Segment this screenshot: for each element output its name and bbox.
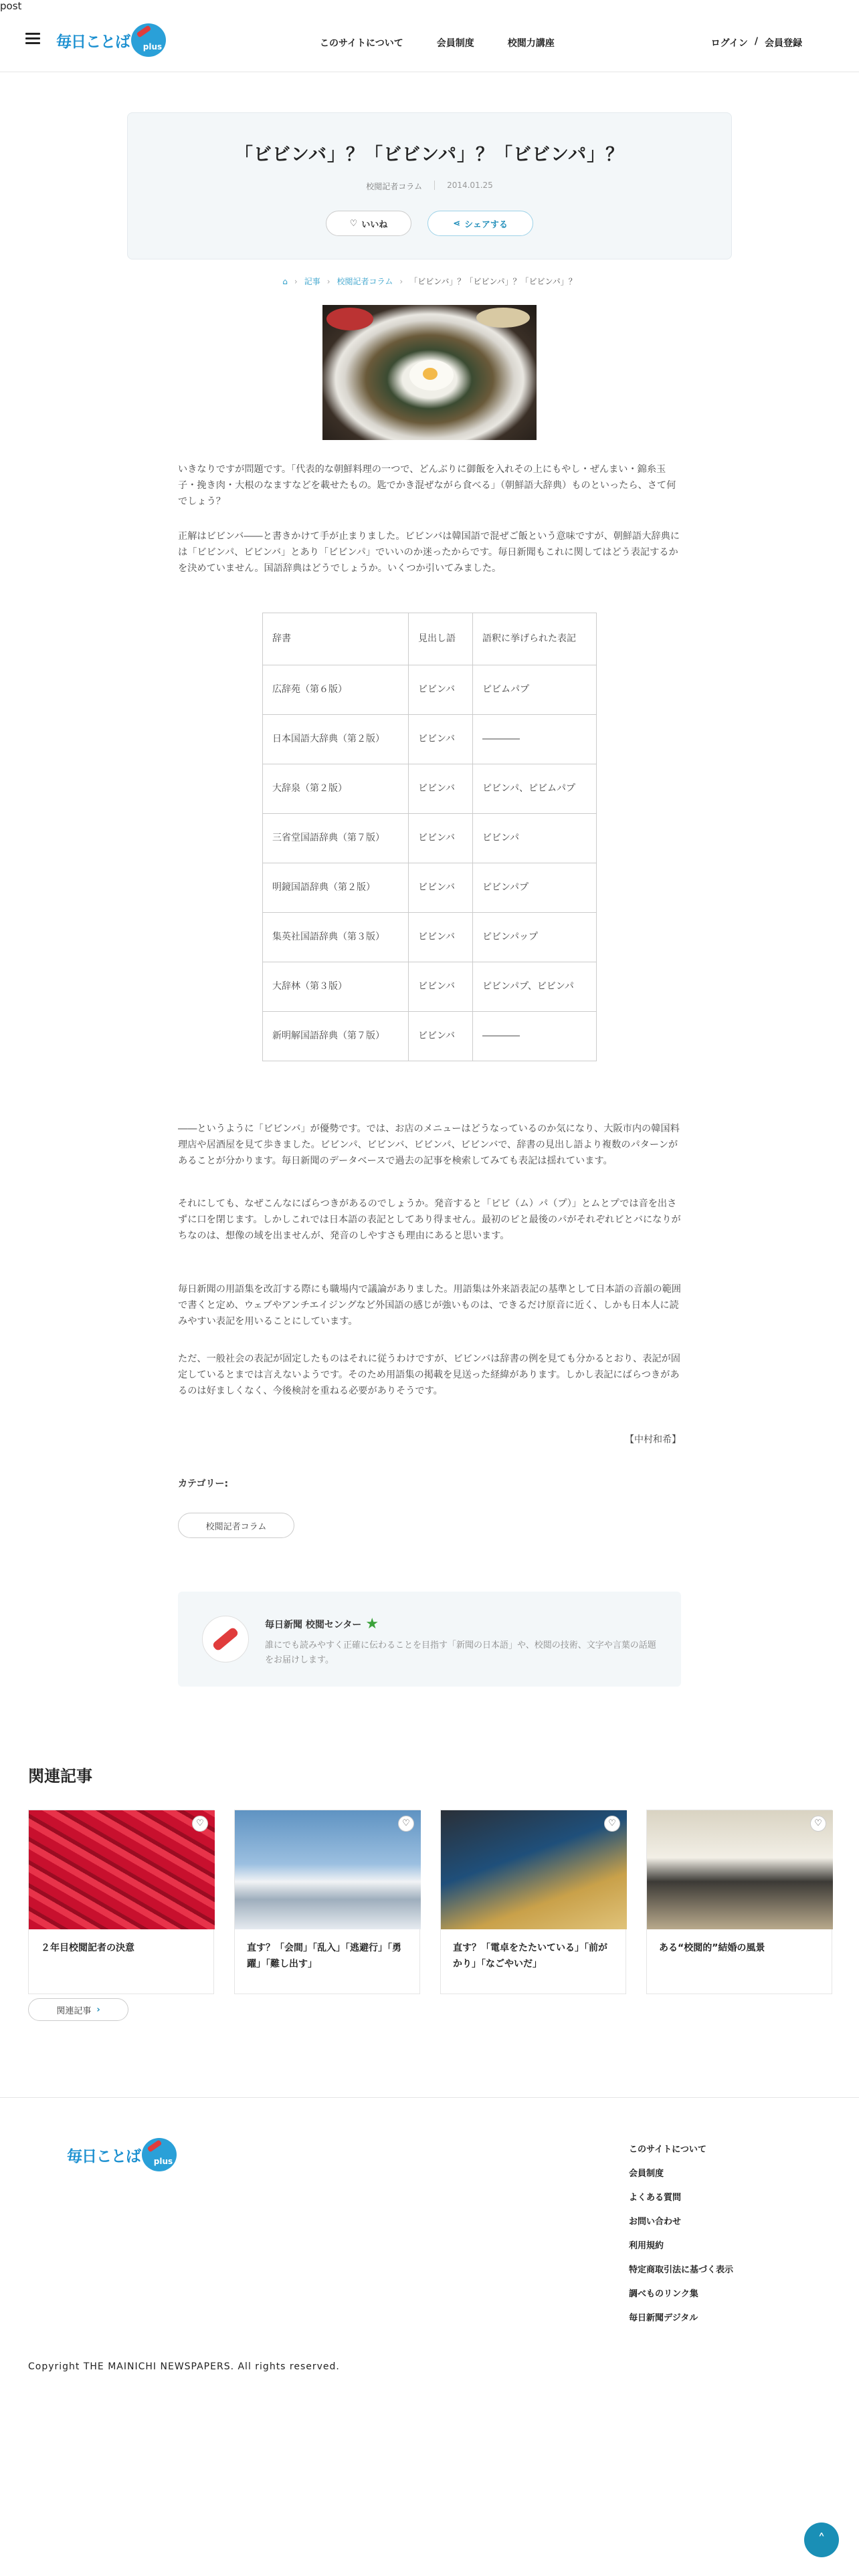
table-cell: ピビンパプ、ビビンパ — [473, 962, 597, 1012]
card-title: ある“校閲的”結婚の風景 — [659, 1943, 765, 1953]
paragraph: ――というように「ビビンバ」が優勢です。では、お店のメニューはどうなっているのか気になり、大阪市内の韓国料理店や居酒屋を見て歩きました。ビビンパ、ビビンバ、ビビンパ、ビビンバで、辞書の見出し語より複数のパターンがあることが分かります。毎日新聞のデータベースで過去の記事を検索してみても表記は揺れています。 — [178, 1123, 680, 1166]
table-row — [263, 715, 597, 764]
table-cell: ―――― — [473, 1012, 597, 1061]
nav-about[interactable]: このサイトについて — [320, 38, 403, 49]
article-meta — [128, 181, 731, 192]
table-row — [263, 814, 597, 863]
breadcrumb-chevron: › — [399, 276, 403, 286]
logo-badge: plus — [142, 2138, 177, 2171]
paragraph: 正解はビビンバ――と書きかけて手が止まりました。ビビンバは韓国語で混ぜご飯という意味ですが、朝鮮語大辞典には「ビビンパ、ビビンバ」とあり「ビビンパ」でいいのか迷ったからです。毎日新聞もこれに関してはどう表記するかを決めていません。国語辞典はどうでしょうか。いくつか引いてみました。 — [178, 531, 680, 574]
author-name[interactable]: 毎日新聞 校閲センター ★ — [265, 1616, 379, 1632]
register-link[interactable]: 会員登録 — [765, 38, 802, 49]
breadcrumb — [0, 276, 859, 287]
footer-link[interactable]: このサイトについて — [629, 2145, 706, 2155]
article-author: 【中村和希】 — [625, 1434, 681, 1445]
nav-membership[interactable]: 会員制度 — [436, 38, 474, 49]
logo-badge: plus — [131, 23, 166, 57]
meta-divider — [434, 181, 435, 190]
related-card[interactable] — [28, 1810, 214, 1994]
card-title: 直す？「電卓をたたいている」「前がかり」「なごやいだ」 — [453, 1943, 607, 1969]
table-cell: ビビンバ — [409, 1012, 473, 1061]
chevron-right-icon: › — [96, 2004, 100, 2015]
card-image — [441, 1810, 627, 1929]
paragraph: いきなりですが問題です。「代表的な朝鮮料理の一つで、どんぶりに御飯を入れその上にもやし・ぜんまい・錦糸玉子・挽き肉・大根のなますなどを載せたもの。匙でかき混ぜながら食べる」（朝鮮語大辞典）ものといったら、さて何でしょう？ — [178, 464, 676, 507]
share-label: シェアする — [464, 219, 508, 230]
paragraph: ただ、一般社会の表記が固定したものはそれに従うわけですが、ビビンバは辞書の例を見ても分かるとおり、表記が固定しているとまでは言えないようです。そのため用語集の掲載を見送った経緯があります。しかし表記にばらつきがあるのは好ましくなく、今後検討を重ねる必要がありそうです。 — [178, 1354, 680, 1396]
article-category[interactable]: 校閲記者コラム — [366, 182, 423, 191]
author-description: 誰にでも読みやすく正確に伝わることを目指す「新聞の日本語」や、校閲の技術、文字や言葉の話題をお届けします。 — [265, 1640, 656, 1665]
footer-link[interactable]: 毎日新聞デジタル — [629, 2313, 698, 2323]
footer-link[interactable]: 会員制度 — [629, 2169, 664, 2179]
footer-link[interactable]: 特定商取引法に基づく表示 — [629, 2265, 734, 2275]
breadcrumb-articles[interactable]: 記事 — [304, 277, 320, 286]
table-cell: ビビンバ — [409, 913, 473, 962]
table-cell: ビビンバ — [409, 715, 473, 764]
breadcrumb-chevron: › — [294, 276, 298, 286]
table-row — [263, 1012, 597, 1061]
table-cell: ピビムパプ — [473, 665, 597, 715]
paragraph: それにしても、なぜこんなにばらつきがあるのでしょうか。発音すると「ピビ（ム）パ（プ）」とムとプでは音を出さずに口を閉じます。しかしこれでは日本語の表記としてあり得ません。最初のピと最後のパがそれぞれビとバになりがちなのは、想像の域を出ませんが、発音のしやすさも理由にあると思います。 — [178, 1198, 681, 1241]
paragraph: 毎日新聞の用語集を改訂する際にも職場内で議論がありました。用語集は外来語表記の基準として日本語の音韻の範囲で書くと定め、ウェブやアンチエイジングなど外国語の感じが強いものは、できるだけ原音に近く、しかも日本人に読みやすい表記を用いることにしています。 — [178, 1284, 681, 1327]
table-cell: ピビンパップ — [473, 913, 597, 962]
table-row — [263, 962, 597, 1012]
footer-link[interactable]: 利用規約 — [629, 2241, 664, 2251]
site-header — [0, 15, 859, 72]
author-box — [178, 1592, 681, 1687]
table-cell: ビビンバ — [409, 665, 473, 715]
table-cell: ビビンバ — [409, 764, 473, 814]
share-button[interactable] — [427, 211, 533, 236]
logo-text: 毎日ことば — [56, 33, 130, 51]
heart-icon[interactable]: ♡ — [604, 1816, 620, 1832]
site-logo[interactable] — [56, 21, 166, 59]
table-header: 語釈に挙げられた表記 — [473, 613, 597, 665]
table-cell: ビビンバ — [409, 814, 473, 863]
hamburger-icon[interactable] — [25, 33, 40, 45]
footer-links — [629, 2142, 733, 2335]
table-cell: ビビンパ — [473, 814, 597, 863]
card-title: 直す？「会間」「乱入」「逃避行」「勇躍」「難し出す」 — [247, 1943, 401, 1969]
auth-links — [711, 36, 802, 49]
category-label: カテゴリー: — [178, 1479, 229, 1489]
bibimbap-photo — [322, 305, 537, 440]
like-label: いいね — [361, 219, 388, 230]
table-cell: 広辞苑（第６版） — [263, 665, 409, 715]
login-link[interactable]: ログイン — [710, 38, 748, 49]
breadcrumb-current: 「ビビンバ」？「ビビンパ」？「ビビンパ」？ — [409, 277, 577, 286]
related-card[interactable] — [646, 1810, 832, 1994]
nav-course[interactable]: 校閲力講座 — [507, 38, 555, 49]
table-cell: 大辞林（第３版） — [263, 962, 409, 1012]
page-title: 「ビビンバ」？「ビビンパ」？「ビビンパ」？ — [234, 144, 625, 165]
card-title: ２年目校閲記者の決意 — [41, 1943, 134, 1953]
footer-link[interactable]: よくある質問 — [629, 2193, 682, 2203]
star-icon: ★ — [365, 1616, 379, 1632]
table-cell: 明鏡国語辞典（第２版） — [263, 863, 409, 913]
site-footer — [0, 2097, 859, 2576]
copyright: Copyright THE MAINICHI NEWSPAPERS. All rights reserved. — [28, 2361, 340, 2372]
footer-link[interactable]: 調べものリンク集 — [629, 2289, 698, 2299]
category-tag[interactable]: 校閲記者コラム — [178, 1513, 294, 1538]
table-header-row — [263, 613, 597, 665]
table-cell: 新明解国語辞典（第７版） — [263, 1012, 409, 1061]
home-icon[interactable]: ⌂ — [282, 276, 288, 286]
table-cell: 大辞泉（第２版） — [263, 764, 409, 814]
share-icon: ⋖ — [453, 218, 461, 229]
heart-icon: ♡ — [349, 218, 358, 229]
table-header: 辞書 — [263, 613, 409, 665]
table-row — [263, 913, 597, 962]
table-cell: ピビンパ、ピビムパプ — [473, 764, 597, 814]
table-row — [263, 665, 597, 715]
table-row — [263, 764, 597, 814]
card-image — [235, 1810, 421, 1929]
table-cell: 日本国語大辞典（第２版） — [263, 715, 409, 764]
breadcrumb-chevron: › — [326, 276, 330, 286]
card-image — [29, 1810, 215, 1929]
related-cards — [28, 1810, 832, 1994]
chevron-up-icon[interactable]: ˄ — [804, 2523, 839, 2557]
table-cell: ビビンバ — [409, 863, 473, 913]
table-cell: ビビンバ — [409, 962, 473, 1012]
heart-icon[interactable]: ♡ — [810, 1816, 826, 1832]
heart-icon[interactable]: ♡ — [398, 1816, 414, 1832]
table-row — [263, 863, 597, 913]
dictionary-table — [262, 613, 597, 1061]
like-button[interactable] — [326, 211, 411, 236]
footer-logo[interactable] — [67, 2138, 177, 2171]
main-nav — [320, 36, 555, 49]
article-header — [127, 112, 732, 259]
related-card[interactable] — [234, 1810, 420, 1994]
table-cell: 三省堂国語辞典（第７版） — [263, 814, 409, 863]
table-cell: ピビンパプ — [473, 863, 597, 913]
avatar — [202, 1616, 249, 1662]
breadcrumb-column[interactable]: 校閲記者コラム — [337, 277, 393, 286]
related-card[interactable] — [440, 1810, 626, 1994]
table-cell: 集英社国語辞典（第３版） — [263, 913, 409, 962]
table-cell: ―――― — [473, 715, 597, 764]
card-image — [647, 1810, 833, 1929]
related-more-button[interactable]: 関連記事 › — [28, 1998, 128, 2021]
auth-separator: / — [754, 36, 758, 47]
heart-icon[interactable]: ♡ — [192, 1816, 208, 1832]
related-heading: 関連記事 — [28, 1767, 92, 1786]
logo-text: 毎日ことば — [67, 2147, 140, 2165]
post-label: post — [0, 0, 22, 12]
footer-link[interactable]: お問い合わせ — [629, 2217, 682, 2227]
article-date: 2014.01.25 — [447, 181, 493, 190]
table-header: 見出し語 — [409, 613, 473, 665]
